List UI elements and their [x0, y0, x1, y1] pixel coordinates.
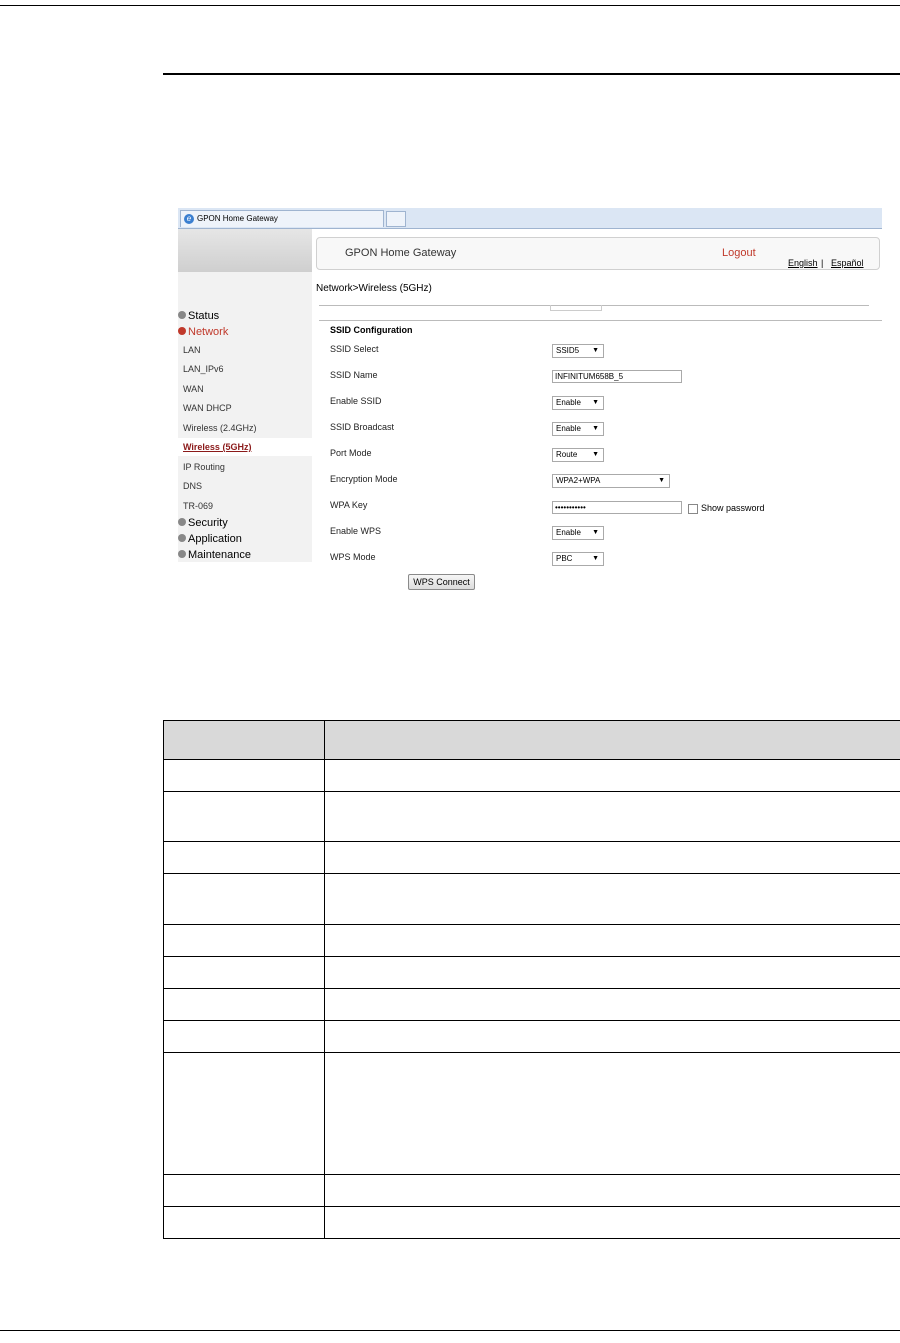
divider	[319, 320, 882, 321]
table-cell	[325, 792, 900, 842]
table-cell	[164, 1175, 325, 1207]
enable-wps-select[interactable]	[552, 526, 604, 540]
table-row	[164, 1021, 900, 1053]
table-cell	[164, 1207, 325, 1239]
enable-ssid-select[interactable]	[552, 396, 604, 410]
enable-wps-value: Enable	[556, 528, 581, 537]
chevron-down-icon: ▼	[592, 425, 599, 432]
sidebar-header	[178, 229, 312, 272]
nav-group-application-label: Application	[188, 533, 242, 545]
breadcrumb: Network>Wireless (5GHz)	[316, 283, 432, 294]
sidebar-item-lan-ipv6[interactable]: LAN_IPv6	[183, 364, 224, 374]
chevron-down-icon: ▼	[592, 399, 599, 406]
app-header	[316, 237, 880, 270]
browser-tab[interactable]	[180, 210, 384, 227]
table-header-cell	[325, 721, 900, 760]
table-cell	[325, 925, 900, 957]
table-cell	[164, 874, 325, 925]
field-label: SSID Broadcast	[330, 422, 395, 432]
field-label: WPS Mode	[330, 552, 376, 562]
table-cell	[164, 989, 325, 1021]
table-cell	[164, 760, 325, 792]
bullet-icon	[178, 534, 186, 542]
new-tab-button[interactable]	[386, 211, 406, 227]
ssid-broadcast-select[interactable]	[552, 422, 604, 436]
wps-mode-value: PBC	[556, 554, 573, 563]
table-cell	[325, 1053, 900, 1175]
chevron-down-icon: ▼	[592, 529, 599, 536]
lang-english-link[interactable]: English	[788, 258, 818, 268]
table-header-row	[164, 721, 900, 760]
bullet-icon	[178, 518, 186, 526]
bullet-icon	[178, 550, 186, 558]
ssid-name-input[interactable]: INFINITUM658B_5	[552, 370, 682, 383]
field-label: SSID Name	[330, 370, 378, 380]
table-row	[164, 792, 900, 842]
encryption-mode-value: WPA2+WPA	[556, 476, 601, 485]
ssid-config-title: SSID Configuration	[330, 325, 413, 335]
nav-group-maintenance[interactable]	[178, 549, 251, 562]
nav-group-status[interactable]	[178, 310, 219, 323]
chevron-down-icon: ▼	[592, 555, 599, 562]
table-cell	[164, 792, 325, 842]
browser-tab-title: GPON Home Gateway	[197, 214, 278, 223]
table-row	[164, 1175, 900, 1207]
table-cell	[325, 957, 900, 989]
ssid-select[interactable]	[552, 344, 604, 358]
ssid-broadcast-value: Enable	[556, 424, 581, 433]
ie-icon: e	[184, 214, 194, 224]
table-cell	[325, 1175, 900, 1207]
table-row	[164, 1207, 900, 1239]
section-rule	[163, 73, 900, 75]
field-label: SSID Select	[330, 344, 379, 354]
sidebar-item-wan[interactable]: WAN	[183, 384, 204, 394]
nav-group-status-label: Status	[188, 310, 220, 322]
nav-group-network-label: Network	[188, 326, 229, 338]
logout-link[interactable]: Logout	[722, 247, 756, 259]
nav-group-application[interactable]	[178, 533, 242, 546]
chevron-down-icon: ▼	[658, 477, 665, 484]
chevron-down-icon: ▼	[592, 451, 599, 458]
nav-group-maintenance-label: Maintenance	[188, 549, 251, 561]
wps-connect-button[interactable]: WPS Connect	[408, 574, 475, 590]
gateway-screenshot	[178, 208, 882, 608]
page-bottom-rule	[0, 1330, 900, 1331]
table-cell	[325, 1207, 900, 1239]
field-label: Enable WPS	[330, 526, 382, 536]
bullet-icon	[178, 327, 186, 335]
chevron-down-icon: ▼	[592, 347, 599, 354]
field-label: WPA Key	[330, 500, 368, 510]
field-label: Port Mode	[330, 448, 372, 458]
table-cell	[164, 842, 325, 874]
field-label: Enable SSID	[330, 396, 382, 406]
parameter-table	[163, 720, 900, 1239]
table-row	[164, 842, 900, 874]
table-row	[164, 925, 900, 957]
show-password-checkbox[interactable]	[688, 504, 698, 514]
lang-spanish-link[interactable]: Español	[831, 258, 864, 268]
table-cell	[325, 989, 900, 1021]
table-row	[164, 760, 900, 792]
port-mode-select[interactable]	[552, 448, 604, 462]
field-label: Encryption Mode	[330, 474, 398, 484]
table-row	[164, 874, 900, 925]
divider-notch	[550, 305, 602, 311]
table-header-cell	[164, 721, 325, 760]
sidebar-item-wireless-24[interactable]: Wireless (2.4GHz)	[183, 423, 257, 433]
show-password-label: Show password	[701, 503, 765, 513]
table-row	[164, 957, 900, 989]
nav-group-security[interactable]	[178, 517, 228, 530]
bullet-icon	[178, 311, 186, 319]
browser-tab-bar	[178, 208, 882, 229]
wpa-key-input[interactable]: •••••••••••	[552, 501, 682, 514]
sidebar-item-lan[interactable]: LAN	[183, 345, 201, 355]
sidebar-item-tr069[interactable]: TR-069	[183, 501, 214, 511]
page-top-rule	[0, 5, 900, 6]
table-cell	[325, 1021, 900, 1053]
sidebar-item-dns[interactable]: DNS	[183, 481, 203, 491]
table-cell	[164, 1053, 325, 1175]
wps-mode-select[interactable]	[552, 552, 604, 566]
sidebar-item-wireless-5[interactable]: Wireless (5GHz)	[178, 438, 312, 456]
sidebar-item-wan-dhcp[interactable]: WAN DHCP	[183, 403, 232, 413]
enable-ssid-value: Enable	[556, 398, 581, 407]
encryption-mode-select[interactable]	[552, 474, 670, 488]
app-brand: GPON Home Gateway	[345, 247, 457, 259]
table-cell	[164, 957, 325, 989]
table-cell	[325, 842, 900, 874]
table-cell	[325, 874, 900, 925]
table-row	[164, 989, 900, 1021]
table-cell	[164, 1021, 325, 1053]
table-cell	[325, 760, 900, 792]
lang-separator: |	[821, 258, 824, 268]
port-mode-value: Route	[556, 450, 578, 459]
ssid-select-value: SSID5	[556, 346, 580, 355]
sidebar-item-ip-routing[interactable]: IP Routing	[183, 462, 225, 472]
nav-group-network[interactable]	[178, 326, 228, 339]
table-cell	[164, 925, 325, 957]
table-row	[164, 1053, 900, 1175]
nav-group-security-label: Security	[188, 517, 228, 529]
